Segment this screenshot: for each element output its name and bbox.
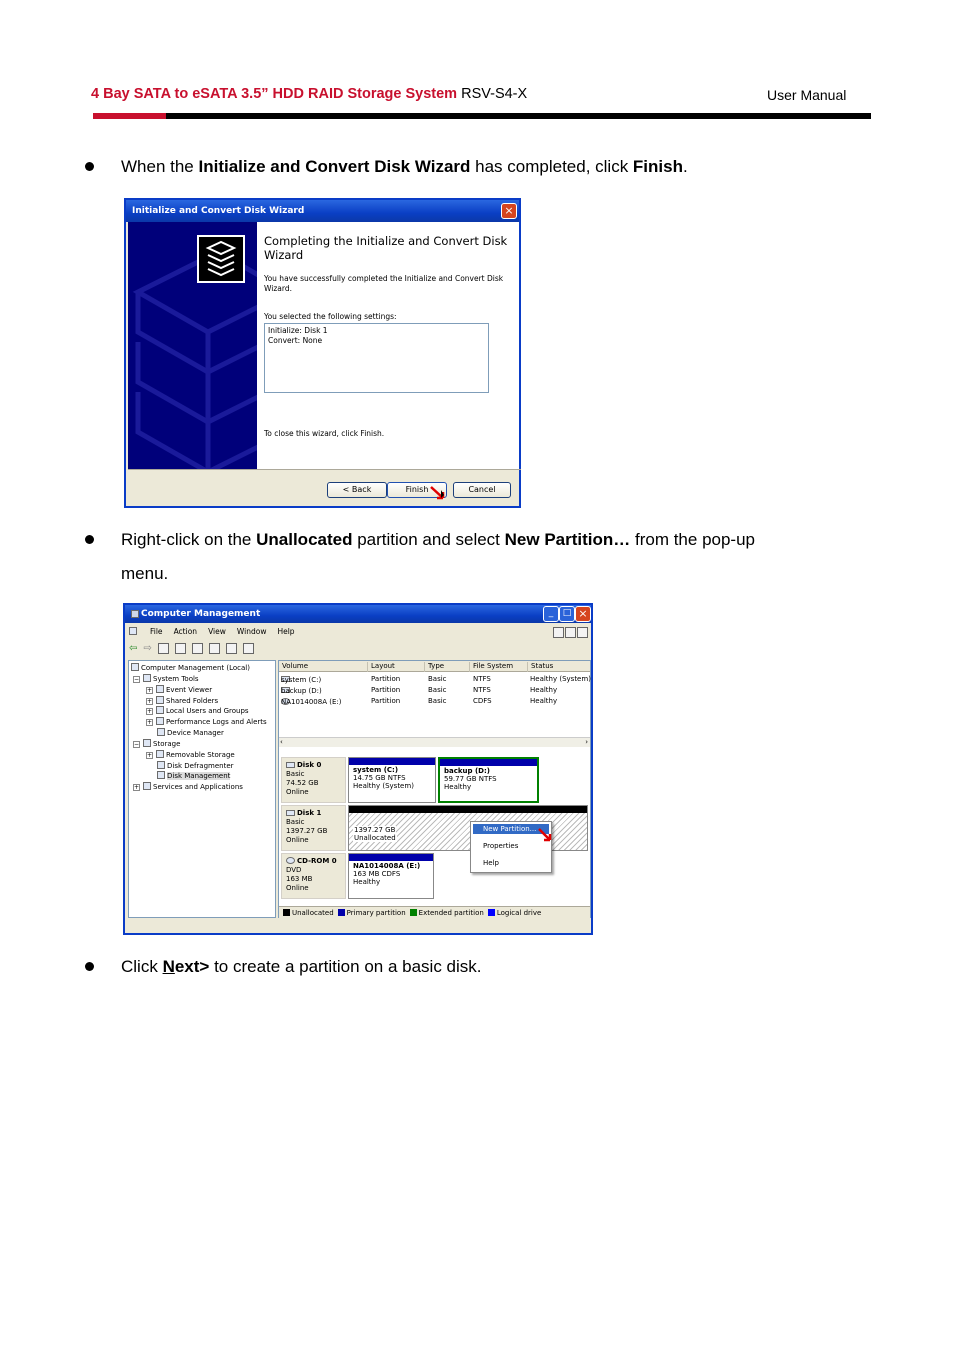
menu-file[interactable]: File [150, 627, 163, 636]
users-icon [156, 706, 164, 714]
table-row[interactable]: backup (D:) Partition Basic NTFS Healthy [281, 686, 558, 695]
wizard-separator [128, 469, 521, 470]
tree-item-device-manager[interactable]: Device Manager [157, 728, 224, 738]
table-row[interactable]: NA1014008A (E:) Partition Basic CDFS Healthy [281, 697, 558, 706]
tree-item-performance-logs[interactable]: + Performance Logs and Alerts [147, 718, 267, 726]
removable-storage-icon [156, 750, 164, 758]
wizard-success-text: You have successfully completed the Initialize and Convert Disk Wizard. [264, 274, 504, 293]
tree-item-disk-management[interactable]: Disk Management [157, 771, 230, 781]
header-title [91, 86, 527, 102]
toolbar [129, 643, 254, 654]
column-status[interactable]: Status [527, 662, 590, 672]
header-title-product: 4 Bay SATA to eSATA 3.5” HDD RAID Storage System [91, 86, 458, 102]
back-arrow-icon[interactable]: ⇦ [129, 643, 138, 654]
step-2-text: Right-click on the Unallocated partition and select New Partition… from the pop-up [121, 530, 756, 549]
close-icon[interactable]: × [501, 203, 517, 219]
expand-icon[interactable]: + [147, 752, 153, 759]
tree-item-event-viewer[interactable]: + Event Viewer [147, 686, 213, 694]
wizard-side-graphic [128, 222, 257, 469]
header-rule-red [93, 113, 166, 119]
menu-item-help[interactable]: Help [483, 859, 499, 867]
event-viewer-icon [156, 685, 164, 693]
wizard-settings-label: You selected the following settings: [264, 312, 397, 321]
tree-item-removable-storage[interactable]: + Removable Storage [147, 751, 235, 759]
legend-extended: Extended partition [410, 909, 484, 917]
defrag-icon [157, 761, 165, 769]
bullet-icon [85, 535, 94, 544]
cm-titlebar [125, 605, 591, 623]
column-volume[interactable]: Volume [282, 662, 309, 670]
app-menu-icon [129, 627, 137, 635]
extended-swatch [410, 909, 417, 916]
partition-unallocated[interactable]: 1397.27 GB Unallocated [348, 805, 588, 851]
column-layout[interactable]: Layout [367, 662, 424, 672]
wizard-content [257, 222, 519, 469]
menu-view[interactable]: View [208, 627, 226, 636]
header-title-model: RSV-S4-X [457, 86, 528, 102]
tree-item-disk-defragmenter[interactable]: Disk Defragmenter [157, 761, 234, 771]
column-type[interactable]: Type [424, 662, 469, 672]
legend-unallocated: Unallocated [283, 909, 334, 917]
computer-management-window [123, 603, 593, 935]
back-button[interactable]: < Back [327, 482, 387, 498]
menu-help[interactable]: Help [277, 627, 295, 636]
horizontal-scrollbar[interactable] [279, 737, 590, 747]
step-2-text-continued: menu. [121, 564, 169, 583]
disk-stack-graphic [128, 222, 257, 469]
partition-cdrom-e[interactable]: NA1014008A (E:) 163 MB CDFS Healthy [348, 853, 434, 899]
show-hide-tree-icon[interactable] [175, 643, 186, 654]
tree-item-storage[interactable]: − Storage [134, 740, 181, 748]
finish-button[interactable]: Finish [387, 482, 447, 498]
forward-arrow-icon[interactable]: ⇨ [143, 643, 152, 654]
menu-item-properties[interactable]: Properties [483, 842, 519, 850]
close-icon[interactable]: × [575, 606, 591, 622]
cdrom-0-label[interactable]: CD-ROM 0 DVD 163 MB Online [281, 853, 346, 899]
help-icon[interactable] [209, 643, 220, 654]
properties-icon[interactable] [192, 643, 203, 654]
expand-icon[interactable]: + [147, 687, 153, 694]
collapse-icon[interactable]: − [134, 676, 140, 683]
primary-swatch [338, 909, 345, 916]
disk-management-icon [157, 771, 165, 779]
cm-title: Computer Management [141, 609, 261, 619]
computer-icon [131, 610, 139, 618]
disk-icon [286, 762, 295, 768]
tree-item-shared-folders[interactable]: + Shared Folders [147, 697, 219, 705]
wizard-title: Initialize and Convert Disk Wizard [132, 206, 305, 216]
export-icon[interactable] [226, 643, 237, 654]
expand-icon[interactable]: + [147, 708, 153, 715]
services-icon [143, 782, 151, 790]
maximize-icon[interactable]: □ [559, 606, 575, 622]
settings-line: Convert: None [268, 336, 323, 345]
disk-0-label[interactable]: Disk 0 Basic 74.52 GB Online [281, 757, 346, 803]
tree-item-root[interactable]: Computer Management (Local) [131, 663, 250, 673]
wizard-settings-box [264, 323, 489, 393]
partition-backup-d[interactable]: backup (D:) 59.77 GB NTFS Healthy [438, 757, 539, 803]
tree-item-services[interactable]: + Services and Applications [134, 783, 243, 791]
primary-partition-bar [349, 758, 435, 765]
bullet-icon [85, 162, 94, 171]
tree-item-local-users[interactable]: + Local Users and Groups [147, 707, 249, 715]
console-tree [128, 660, 276, 918]
collapse-icon[interactable]: − [134, 741, 140, 748]
performance-icon [156, 717, 164, 725]
refresh-icon[interactable] [243, 643, 254, 654]
shared-folder-icon [156, 696, 164, 704]
menu-item-new-partition[interactable]: New Partition... [473, 824, 549, 834]
up-folder-icon[interactable] [158, 643, 169, 654]
red-arrow-icon [538, 828, 554, 844]
disk-icon [286, 810, 295, 816]
expand-icon[interactable]: + [134, 784, 140, 791]
tools-icon [143, 674, 151, 682]
settings-line: Initialize: Disk 1 [268, 326, 328, 335]
partition-system-c[interactable]: system (C:) 14.75 GB NTFS Healthy (System) [348, 757, 436, 803]
tree-item-system-tools[interactable]: − System Tools [134, 675, 199, 683]
wizard-close-text: To close this wizard, click Finish. [264, 429, 385, 438]
step-3-text: Click Next> to create a partition on a basic disk. [121, 957, 482, 976]
wizard-heading: Completing the Initialize and Convert Disk Wizard [264, 234, 508, 262]
cd-icon [286, 857, 295, 864]
computer-icon [131, 663, 139, 671]
unallocated-swatch [283, 909, 290, 916]
mdi-controls [553, 627, 588, 638]
header-rule-black [166, 113, 871, 119]
unallocated-bar [349, 806, 587, 813]
expand-icon[interactable]: + [147, 698, 153, 705]
mdi-restore-icon[interactable] [565, 627, 576, 638]
red-arrow-icon [430, 486, 448, 502]
column-file-system[interactable]: File System [469, 662, 527, 672]
logical-swatch [488, 909, 495, 916]
primary-partition-bar [440, 759, 537, 766]
scroll-right-icon[interactable]: › [585, 738, 588, 746]
table-row[interactable]: system (C:) Partition Basic NTFS Healthy (System) [281, 675, 591, 684]
storage-icon [143, 739, 151, 747]
mdi-minimize-icon[interactable] [553, 627, 564, 638]
disk-1-label[interactable]: Disk 1 Basic 1397.27 GB Online [281, 805, 346, 851]
menu-bar [129, 627, 295, 636]
legend-primary: Primary partition [338, 909, 406, 917]
mdi-close-icon[interactable] [577, 627, 588, 638]
header-right-label: User Manual [767, 87, 847, 103]
legend [279, 906, 590, 918]
volume-list-header [279, 661, 590, 672]
step-1-text: When the Initialize and Convert Disk Wizard has completed, click Finish. [121, 157, 688, 176]
bullet-icon [85, 962, 94, 971]
wizard-titlebar [126, 200, 519, 222]
expand-icon[interactable]: + [147, 719, 153, 726]
menu-window[interactable]: Window [236, 627, 267, 636]
minimize-icon[interactable]: _ [543, 606, 559, 622]
scroll-left-icon[interactable]: ‹ [280, 738, 283, 746]
legend-logical: Logical drive [488, 909, 541, 917]
menu-action[interactable]: Action [173, 627, 198, 636]
cancel-button[interactable]: Cancel [453, 482, 511, 498]
disk-management-pane [278, 660, 591, 918]
device-manager-icon [157, 728, 165, 736]
primary-partition-bar [349, 854, 433, 861]
wizard-window [124, 198, 521, 508]
